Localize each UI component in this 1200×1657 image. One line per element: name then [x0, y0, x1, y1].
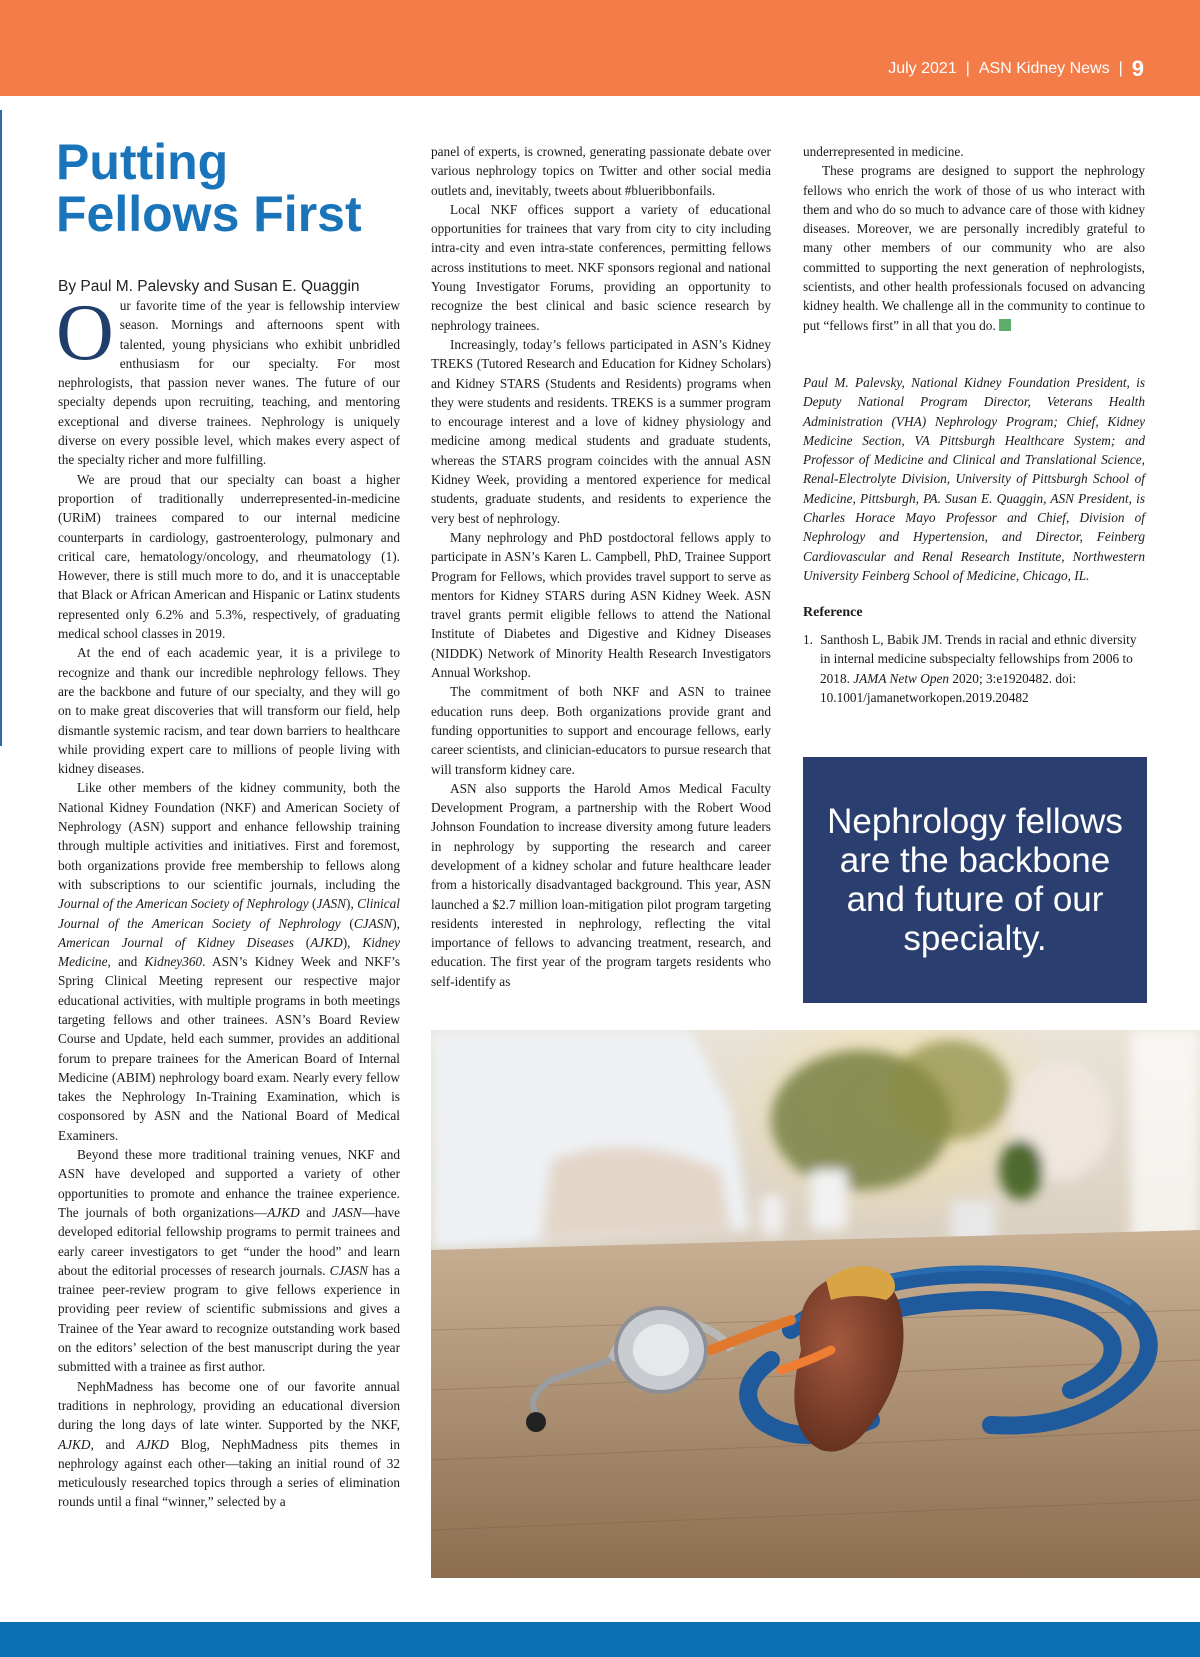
drop-cap: O — [56, 289, 114, 377]
paragraph-10: The commitment of both NKF and ASN to trainee education runs deep. Both organizations provide grant and funding opportunities to support and encourage fellows, early career scientists, and clinician-educators to pursue research that will transform kidney care. — [431, 684, 771, 777]
paragraph-8: Increasingly, today’s fellows participated in ASN’s Kidney TREKS (Tutored Research and Education for Kidney Scholars) and Kidney STARS (Students and Residents) programs when they were students and residents. TREKS is a summer program to encourage interest and a love of kidney physiology and medicine among medical students and graduate students, whereas the STARS program coincides with the annual ASN Kidney Week, providing a mentored experience for medical students, graduate students, and residents to experience the very best of nephrology. — [431, 336, 771, 526]
journal-abbrev: AJKD — [310, 934, 343, 950]
journal-abbrev: AJKD, — [58, 1436, 94, 1452]
header-band — [0, 0, 1200, 96]
header-separator: | — [965, 60, 970, 77]
journal-title: Journal of the American Society of Nephrology — [58, 896, 309, 912]
paragraph-4: Like other members of the kidney community, both the National Kidney Foundation (NKF) and American Society of Nephrology (ASN) support and enhance fellowship training through multiple activities and initiatives. First and foremost, both organizations provide free membership to fellows along with subscriptions to our scientific journals, including the Journal of the American Society of Nephrology (JASN), Clinical Journal of the American Society of Nephrology (CJASN), American Journal of Kidney Diseases (AJKD), Kidney Medicine, and Kidney360. ASN’s Kidney Week and NKF’s Spring Clinical Meeting represent our respective major educational activities, with multiple programs in both meetings targeting fellows and other trainees. ASN’s Board Review Course and Update, held each summer, provides an additional forum to prepare trainees for the American Board of Internal Medicine (ABIM) nephrology board exam. Nearly every fellow takes the Nephrology In-Training Examination, which is cosponsored by ASN and the National Board of Medical Examiners. — [58, 780, 401, 1143]
journal-abbrev: AJKD — [136, 1436, 169, 1452]
column-3 — [803, 142, 1145, 335]
paragraph-9: Many nephrology and PhD postdoctoral fellows apply to participate in ASN’s Karen L. Campbell, PhD, Trainee Support Program for Fellows, which provides travel support to serve as mentors for Kidney STARS during ASN Kidney Week. ASN travel grants permit eligible fellows to attend the National Institute of Diabetes and Digestive and Kidney Diseases (NIDDK) Network of Minority Health Research Investigators Annual Workshop. — [431, 529, 771, 681]
paragraph-7: Local NKF offices support a variety of educational opportunities for trainees that vary from city to city including intra-city and even intra-state conferences, permitting fellows across institutions to meet. NKF sponsors regional and national Young Investigator Forums, providing an opportunity to recognize the best clinical and basic science research by nephrology trainees. — [431, 201, 771, 333]
journal-abbrev: JASN — [316, 896, 347, 912]
title-line-1: Putting — [56, 134, 229, 190]
journal-abbrev: AJKD — [267, 1204, 300, 1220]
conjunction: and — [306, 1204, 326, 1220]
paragraph-5 — [58, 1145, 400, 1377]
reference-item — [803, 630, 1145, 707]
journal-title: Kidney Medicine, — [58, 934, 400, 970]
footer-band — [0, 1622, 1200, 1657]
margin-rule — [0, 110, 2, 746]
p12-text: These programs are designed to support the nephrology fellows who enrich the work of those of us who interact with them and who do so much to advance care of those with kidney diseases. Moreover, we are personally incredibly grateful to many other members of our community who are also committed to supporting the next generation of nephrologists, scientists, and other health professionals focused on advancing kidney health. We challenge all in the community to continue to put “fellows first” in all that you do. — [803, 163, 1145, 333]
journal-title: Kidney360 — [144, 954, 203, 970]
end-mark-icon — [999, 319, 1011, 331]
article-title — [56, 136, 362, 240]
conjunction: and — [105, 1436, 125, 1452]
title-line-2: Fellows First — [56, 186, 362, 242]
reference-text — [820, 630, 1145, 707]
paragraph-2: We are proud that our specialty can boast a higher proportion of traditionally underrepresented-in-medicine (URiM) trainees compared to our internal medicine counterparts in cardiology, gastroenterology, pulmonary and critical care, hematology/oncology, and rheumatology (1). However, there is still much more to do, and it is unacceptable that Black or African American and Hispanic or Latinx students represented only 6.2% and 5.3%, respectively, of graduating medical school classes in 2019. — [58, 471, 400, 642]
paragraph-6-continued: panel of experts, is crowned, generating passionate debate over various nephrology topics on Twitter and other social media outlets and, inevitably, tweets about #blueribbonfails. — [431, 144, 771, 198]
publication-name: ASN Kidney News — [978, 60, 1110, 77]
p6-text-b: Blog, NephMadness pits themes in nephrology against each other—taking an initial round of 32 meticulously researched topics through a series of elimination rounds until a final “winner,” selected by a — [58, 1436, 401, 1510]
author-bio: Paul M. Palevsky, National Kidney Foundation President, is Deputy National Program Director, Veterans Health Administration (VHA) Nephrology Program; Chief, Kidney Medicine Section, VA Pittsburgh Healthcare System; and Professor of Medicine and Clinical and Translational Science, Renal-Electrolyte Division, University of Pittsburgh School of Medicine, Pittsburgh, PA. Susan E. Quaggin, ASN President, is Charles Horace Mayo Professor and Chief, Division of Nephrology and Hypertension, and Director, Feinberg Cardiovascular and Renal Research Institute, Northwestern University Feinberg School of Medicine, Chicago, IL. — [803, 375, 1145, 583]
paragraph-12 — [803, 161, 1145, 335]
paragraph-6 — [58, 1377, 400, 1512]
issue-date: July 2021 — [888, 60, 957, 77]
p5-text: Beyond these more traditional training venues, NKF and ASN have developed and supported a variety of other opportunities to promote and enhance the trainee experience. The journals of both organizations— — [58, 1147, 400, 1220]
reference-authors-title: Santhosh L, Babik JM. Trends in racial and ethnic diversity in internal medicine subspecialty fellowships from 2006 to 2018. — [820, 632, 1137, 686]
header-separator-2: | — [1118, 60, 1123, 77]
column-1 — [56, 289, 401, 1512]
reference-citation: 2020; 3:e1920482. doi: 10.1001/jamanetworkopen.2019.20482 — [820, 670, 1077, 705]
conjunction: and — [118, 954, 138, 970]
paragraph-1-text: ur favorite time of the year is fellowship interview season. Mornings and afternoons spent with talented, young physicians who exhibit unbridled enthusiasm for our specialty. For most nephrologists, that passion never wanes. The future of our specialty depends upon recruiting, teaching, and mentoring exceptional and diverse trainees. Nephrology is uniquely diverse on every possible level, which makes every aspect of the specialty richer and more fulfilling. — [58, 298, 400, 468]
p5-text-b: —have developed editorial fellowship programs to permit trainees and early career investigators to get “under the hood” and learn about the editorial processes of research journals. — [58, 1204, 401, 1278]
byline: By Paul M. Palevsky and Susan E. Quaggin — [58, 278, 360, 295]
journal-abbrev: JASN — [332, 1204, 362, 1220]
page-number: 9 — [1131, 56, 1144, 81]
paragraph-3: At the end of each academic year, it is a privilege to recognize and thank our incredible nephrology fellows. They are the backbone and future of our specialty, and they will go on to make great discoveries that will transform our field, help dismantle systemic racism, and tear down barriers to healthcare while providing expert care to millions of people living with kidney diseases. — [58, 645, 400, 777]
paragraph-11: ASN also supports the Harold Amos Medical Faculty Development Program, a partnership with the Robert Wood Johnson Foundation to increase diversity among future leaders in nephrology by supporting the research and career development of a kidney scholar and future healthcare leader from a historically disadvantaged background. This year, ASN launched a $2.7 million loan-mitigation pilot program targeting residents interested in nephrology, reflecting the vital importance of fellows to advancing treatment, research, and education. The first year of the program targets residents who self-identify as — [431, 780, 771, 989]
journal-abbrev: CJASN — [353, 915, 393, 931]
reference-journal: JAMA Netw Open — [853, 670, 950, 686]
p5-text-c: has a trainee peer-review program to give fellows experience in providing peer review of scientific submissions and gives a Trainee of the Year award to recognize outstanding work based on the editors’ selection of the best manuscript during the year submitted with a trainee as first author. — [58, 1262, 400, 1375]
p4-text-b: ASN’s Kidney Week and NKF’s Spring Clinical Meeting represent our respective major educational activities, with multiple programs in both meetings targeting fellows and other trainees. ASN’s Board Review Course and Update, held each summer, provides an additional forum to prepare trainees for the American Board of Internal Medicine (ABIM) nephrology board exam. Nearly every fellow takes the Nephrology In-Training Examination, which is cosponsored by ASN and the National Board of Medical Examiners. — [58, 954, 401, 1143]
column-2 — [431, 142, 771, 991]
p4-text: Like other members of the kidney community, both the National Kidney Foundation (NKF) and American Society of Nephrology (ASN) support and enhance fellowship training through multiple activities and initiatives. First and foremost, both organizations provide free membership to fellows along with subscriptions to our scientific journals, including the — [58, 780, 400, 892]
paragraph-11-continued: underrepresented in medicine. — [803, 144, 964, 159]
journal-title: American Journal of Kidney Diseases — [58, 934, 294, 950]
reference-number: 1. — [803, 632, 813, 647]
p6-text: NephMadness has become one of our favorite annual traditions in nephrology, providing an educational diversion during the long days of late winter. Supported by the NKF, — [58, 1378, 400, 1433]
pull-quote: Nephrology fellows are the backbone and future of our specialty. — [803, 757, 1147, 1003]
journal-abbrev: CJASN — [329, 1262, 369, 1278]
paragraph-1 — [56, 289, 400, 470]
journal-title: Clinical Journal of the American Society of Nephrology — [58, 896, 400, 931]
stethoscope-kidney-photo — [431, 1030, 1200, 1578]
running-header — [888, 56, 1144, 82]
reference-heading: Reference — [803, 605, 863, 620]
